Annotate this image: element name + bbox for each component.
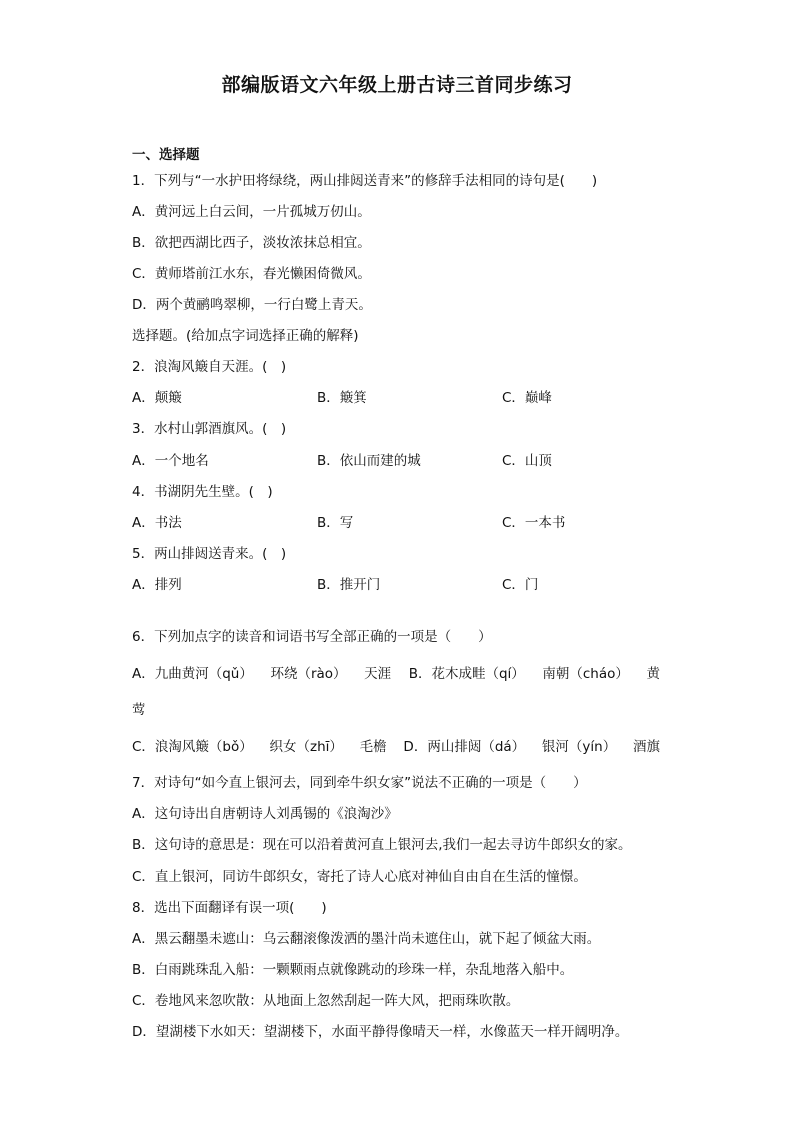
question-4-option-b: B．写 <box>317 515 354 531</box>
question-8-stem: 8．选出下面翻译有误一项( ) <box>132 900 327 916</box>
question-4-stem: 4．书湖阴先生壁。( ) <box>132 484 273 500</box>
section-heading: 一、选择题 <box>132 147 200 163</box>
question-6-option-c-word-3: 毛檐 <box>359 739 387 755</box>
question-6-option-d-word-2: 银河（yín） <box>541 739 617 755</box>
question-6-option-b: B．花木成畦（qí） <box>408 666 525 682</box>
question-3-option-a: A．一个地名 <box>132 453 209 469</box>
question-5-stem: 5．两山排闼送青来。( ) <box>132 546 287 562</box>
question-2-stem: 2．浪淘风簸自天涯。( ) <box>132 359 287 375</box>
question-2-option-b: B．簸箕 <box>317 390 367 406</box>
question-7-option-c: C．直上银河，同访牛郎织女，寄托了诗人心底对神仙自由自在生活的憧憬。 <box>132 869 587 885</box>
question-6-option-a: A．九曲黄河（qǔ） <box>132 666 253 682</box>
question-8-option-d: D．望湖楼下水如天：望湖楼下，水面平静得像晴天一样，水像蓝天一样开阔明净。 <box>132 1024 629 1040</box>
question-7-stem: 7．对诗句“如今直上银河去，同到牵牛织女家”说法不正确的一项是（ ） <box>132 775 587 791</box>
question-6-option-d-word-3: 酒旗 <box>632 739 660 755</box>
question-7-option-b: B．这句诗的意思是：现在可以沿着黄河直上银河去,我们一起去寻访牛郎织女的家。 <box>132 837 632 853</box>
question-8-option-b: B．白雨跳珠乱入船：一颗颗雨点就像跳动的珍珠一样，杂乱地落入船中。 <box>132 962 574 978</box>
question-6-option-a-word-3: 天涯 <box>364 666 392 682</box>
question-6-option-b-word-3-start: 黄 <box>646 666 660 682</box>
question-5-option-b: B．推开门 <box>317 577 381 593</box>
question-6-options-line-2 <box>132 737 660 757</box>
question-6-option-b-word-2: 南朝（cháo） <box>542 666 629 682</box>
question-1-option-b: B．欲把西湖比西子，淡妆浓抹总相宜。 <box>132 235 371 251</box>
question-7-option-a: A．这句诗出自唐朝诗人刘禹锡的《浪淘沙》 <box>132 806 398 822</box>
question-3-options <box>132 451 692 471</box>
question-3-stem: 3．水村山郭酒旗风。( ) <box>132 421 287 437</box>
page-title: 部编版语文六年级上册古诗三首同步练习 <box>221 74 573 96</box>
question-1-option-a: A．黄河远上白云间，一片孤城万仞山。 <box>132 204 371 220</box>
question-4-options <box>132 513 692 533</box>
question-2-option-c: C．巅峰 <box>502 390 552 406</box>
question-8-option-a: A．黑云翻墨未遮山：乌云翻滚像泼洒的墨汁尚未遮住山，就下起了倾盆大雨。 <box>132 931 601 947</box>
question-2-option-a: A．颠簸 <box>132 390 182 406</box>
instruction-text: 选择题。(给加点字词选择正确的解释) <box>132 328 359 344</box>
question-4-option-c: C．一本书 <box>502 515 566 531</box>
question-6-option-b-word-3-end: 莺 <box>132 702 146 718</box>
question-3-option-c: C．山顶 <box>502 453 552 469</box>
question-4-option-a: A．书法 <box>132 515 182 531</box>
question-6-option-a-word-2: 环绕（rào） <box>270 666 347 682</box>
question-5-option-c: C．门 <box>502 577 539 593</box>
question-6-option-c-word-2: 织女（zhī） <box>269 739 343 755</box>
question-1-option-c: C．黄师塔前江水东，春光懒困倚微风。 <box>132 266 371 282</box>
question-6-stem: 6．下列加点字的读音和词语书写全部正确的一项是（ ） <box>132 629 492 645</box>
question-2-options <box>132 388 692 408</box>
question-6-option-c: C．浪淘风簸（bǒ） <box>132 739 253 755</box>
question-5-option-a: A．排列 <box>132 577 182 593</box>
question-5-options <box>132 575 692 595</box>
question-1-option-d: D．两个黄鹂鸣翠柳，一行白鹭上青天。 <box>132 297 372 313</box>
question-1-stem: 1．下列与“一水护田将绿绕，两山排闼送青来”的修辞手法相同的诗句是( ) <box>132 173 598 189</box>
question-8-option-c: C．卷地风来忽吹散：从地面上忽然刮起一阵大风，把雨珠吹散。 <box>132 993 520 1009</box>
question-6-option-d: D．两山排闼（dá） <box>403 739 526 755</box>
question-3-option-b: B．依山而建的城 <box>317 453 421 469</box>
question-6-options-line-1 <box>132 664 660 684</box>
